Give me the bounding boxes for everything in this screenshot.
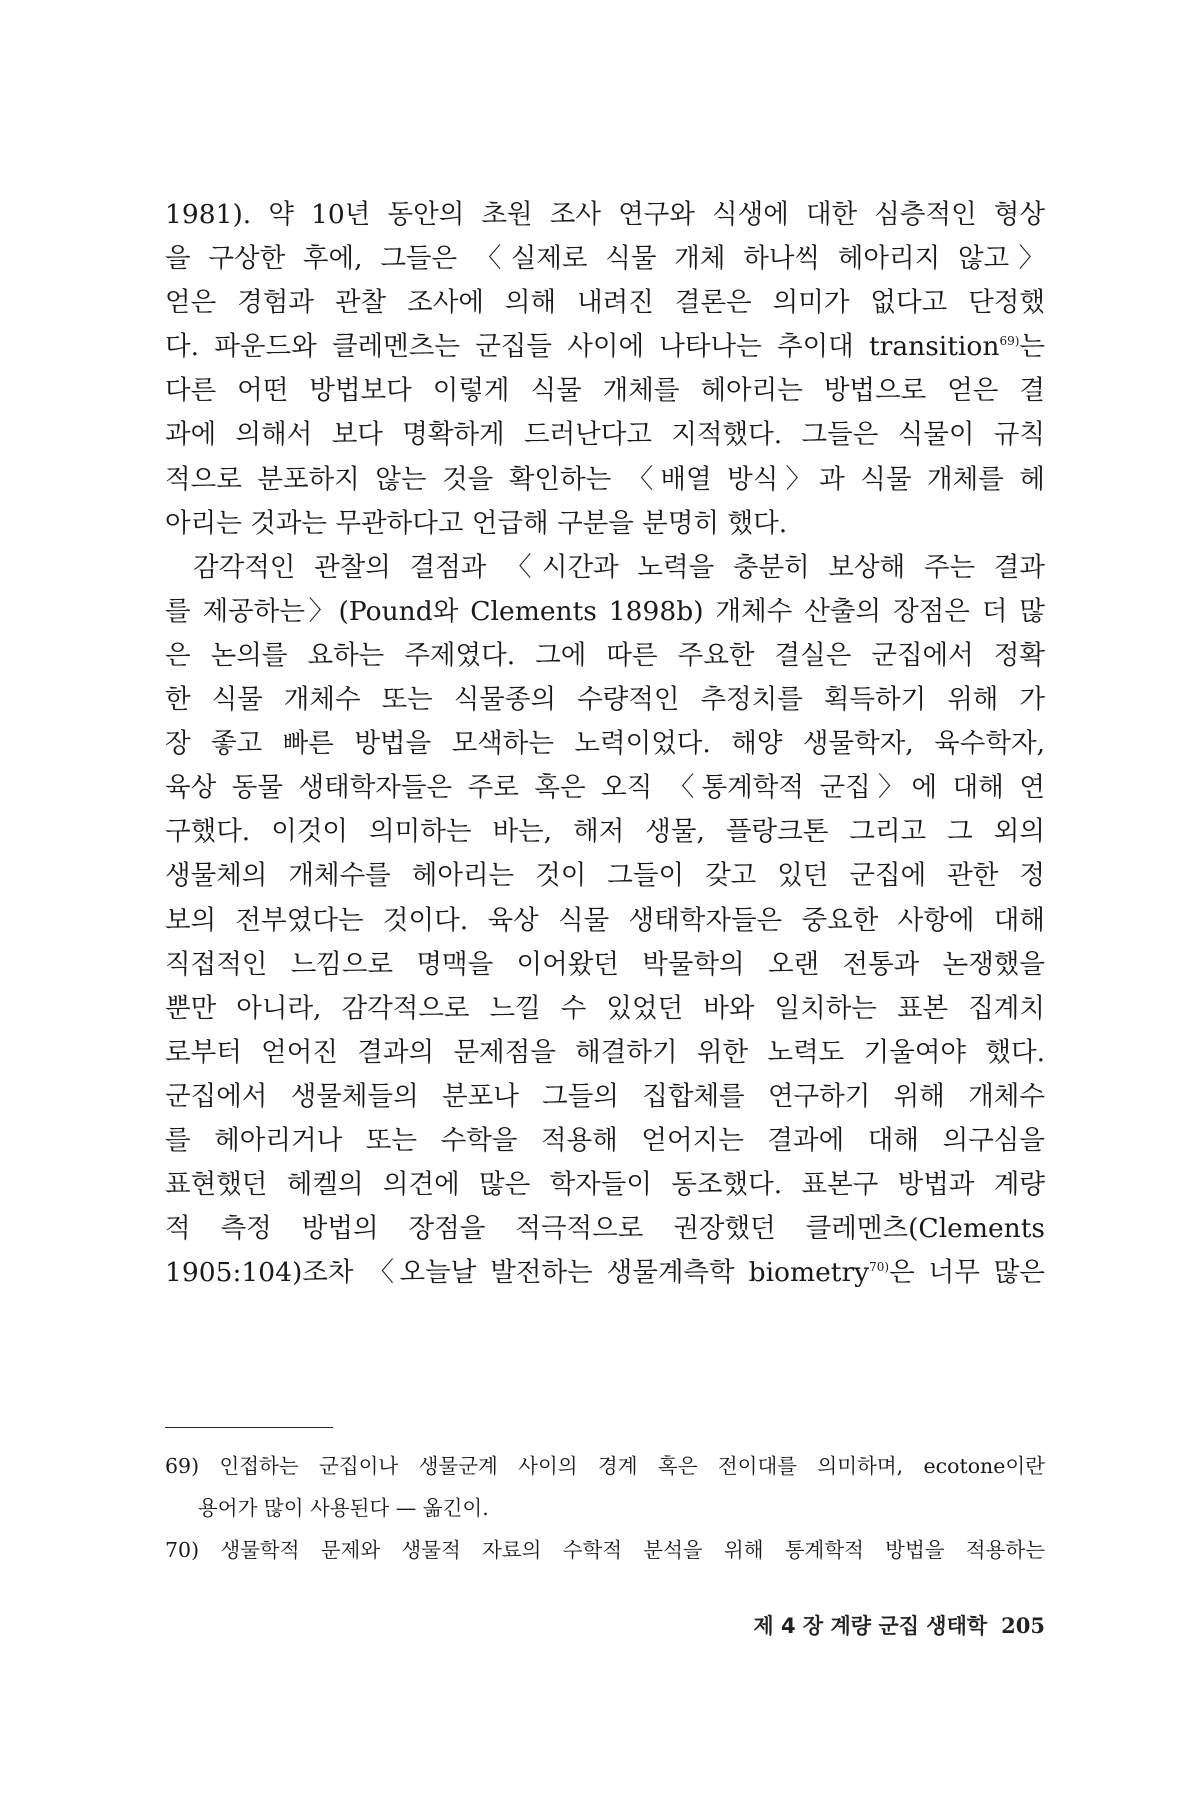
body-text <box>165 193 1045 1295</box>
body-line-text: 1905:104)조차 〈오늘날 발전하는 생물계측학 biometry <box>165 1257 870 1289</box>
body-line <box>165 413 1045 457</box>
body-line <box>165 193 1045 237</box>
body-line-text: 직접적인 느낌으로 명맥을 이어왔던 박물학의 오랜 전통과 논쟁했을 <box>165 948 1045 980</box>
body-line-text: 보의 전부였다는 것이다. 육상 식물 생태학자들은 중요한 사항에 대해 <box>165 904 1045 936</box>
body-line-text: 다. 파운드와 클레멘츠는 군집들 사이에 나타나는 추이대 transition <box>165 331 1000 363</box>
body-line-text: 적 측정 방법의 장점을 적극적으로 권장했던 클레멘츠(Clements <box>165 1213 1045 1245</box>
body-line <box>165 1163 1045 1207</box>
body-line <box>165 766 1045 810</box>
body-line-text: 표현했던 헤켈의 의견에 많은 학자들이 동조했다. 표본구 방법과 계량 <box>165 1169 1045 1201</box>
body-line <box>165 1207 1045 1251</box>
body-line <box>165 722 1045 766</box>
footnote-number: 70) <box>165 1538 200 1562</box>
body-line-text: 뿐만 아니라, 감각적으로 느낄 수 있었던 바와 일치하는 표본 집계치 <box>165 992 1045 1024</box>
body-line-text: 한 식물 개체수 또는 식물종의 수량적인 추정치를 획득하기 위해 가 <box>165 684 1045 716</box>
body-line-text: 를 헤아리거나 또는 수학을 적용해 얻어지는 결과에 대해 의구심을 <box>165 1124 1045 1156</box>
footnote-rule <box>165 1427 333 1428</box>
body-line-text: 1981). 약 10년 동안의 초원 조사 연구와 식생에 대한 심층적인 형상 <box>165 199 1045 230</box>
body-line <box>165 634 1045 678</box>
footnote-text: 인접하는 군집이나 생물군계 사이의 경계 혹은 전이대를 의미하며, ecotone이란 <box>219 1454 1045 1478</box>
footnote-line <box>165 1529 1045 1571</box>
chapter-title: 제 4 장 계량 군집 생태학 <box>753 1614 988 1638</box>
footnote-marker: 70) <box>869 1260 890 1275</box>
body-line <box>165 987 1045 1031</box>
body-line-text: 을 구상한 후에, 그들은 〈실제로 식물 개체 하나씩 헤아리지 않고〉 <box>165 243 1045 275</box>
footnote-marker: 69) <box>999 334 1020 349</box>
page-number: 205 <box>1001 1613 1045 1638</box>
footnote-line <box>165 1487 1045 1529</box>
body-line-text: 얻은 경험과 관찰 조사에 의해 내려진 결론은 의미가 없다고 단정했 <box>165 287 1045 319</box>
body-line-text: 생물체의 개체수를 헤아리는 것이 그들이 갖고 있던 군집에 관한 정 <box>165 860 1045 892</box>
running-footer <box>753 1610 1045 1640</box>
body-line <box>165 1075 1045 1119</box>
body-line-text: 다른 어떤 방법보다 이렇게 식물 개체를 헤아리는 방법으로 얻은 결 <box>165 375 1045 407</box>
body-line-text: 로부터 얻어진 결과의 문제점을 해결하기 위한 노력도 기울여야 했다. <box>165 1036 1045 1068</box>
body-line <box>165 1251 1045 1295</box>
body-line <box>165 369 1045 413</box>
body-line-text: 아리는 것과는 무관하다고 언급해 구분을 분명히 했다. <box>165 507 788 539</box>
body-line <box>165 1031 1045 1075</box>
footnote-number: 69) <box>165 1454 200 1478</box>
body-line <box>165 458 1045 502</box>
body-line-text: 군집에서 생물체들의 분포나 그들의 집합체를 연구하기 위해 개체수 <box>165 1080 1045 1112</box>
body-line <box>165 899 1045 943</box>
body-line-text: 감각적인 관찰의 결점과 〈시간과 노력을 충분히 보상해 주는 결과 <box>193 551 1045 583</box>
body-line-text: 과에 의해서 보다 명확하게 드러난다고 지적했다. 그들은 식물이 규칙 <box>165 419 1045 451</box>
body-line <box>165 281 1045 325</box>
footnotes <box>165 1445 1045 1571</box>
body-line <box>165 546 1045 590</box>
body-line-text: 구했다. 이것이 의미하는 바는, 해저 생물, 플랑크톤 그리고 그 외의 <box>165 816 1045 848</box>
body-line-text: 적으로 분포하지 않는 것을 확인하는 〈배열 방식〉과 식물 개체를 헤 <box>165 463 1045 495</box>
body-line-text: 은 논의를 요하는 주제였다. 그에 따른 주요한 결실은 군집에서 정확 <box>165 639 1045 671</box>
body-line <box>165 502 1045 546</box>
body-line <box>165 678 1045 722</box>
body-line <box>165 325 1045 369</box>
body-line <box>165 1119 1045 1163</box>
footnote-text: 용어가 많이 사용된다 — 옮긴이. <box>198 1496 489 1520</box>
body-line <box>165 590 1045 634</box>
footnote-text: 생물학적 문제와 생물적 자료의 수학적 분석을 위해 통계학적 방법을 적용하는 <box>220 1538 1045 1562</box>
body-line-tail: 는 <box>1019 331 1045 363</box>
body-line-text: 를 제공하는〉(Pound와 Clements 1898b) 개체수 산출의 장점은 더 많 <box>165 595 1045 627</box>
body-line <box>165 943 1045 987</box>
footnote-line <box>165 1445 1045 1487</box>
body-line <box>165 237 1045 281</box>
body-line-tail: 은 너무 많은 <box>889 1257 1045 1289</box>
body-line-text: 육상 동물 생태학자들은 주로 혹은 오직 〈통계학적 군집〉에 대해 연 <box>165 772 1045 804</box>
body-line-text: 장 좋고 빠른 방법을 모색하는 노력이었다. 해양 생물학자, 육수학자, <box>165 728 1045 760</box>
body-line <box>165 810 1045 854</box>
body-line <box>165 854 1045 898</box>
